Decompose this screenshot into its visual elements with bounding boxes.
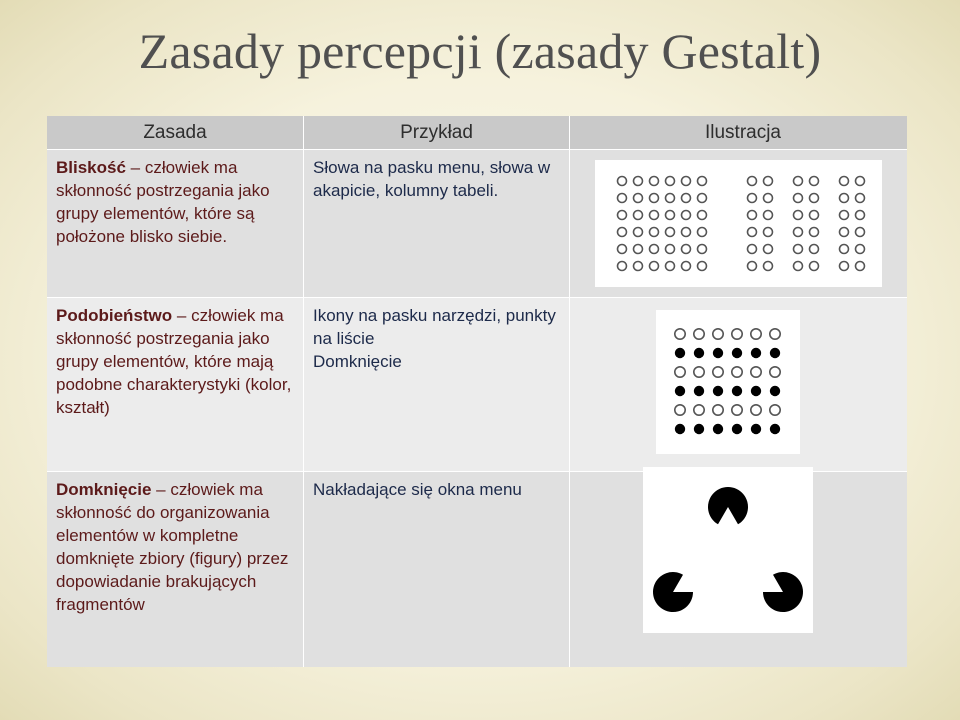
proximity-circle	[764, 211, 773, 220]
proximity-circle	[666, 177, 675, 186]
proximity-circles-illustration	[595, 160, 882, 287]
example-text: Nakładające się okna menu	[313, 480, 522, 499]
proximity-circle	[764, 262, 773, 271]
principle-definition: – człowiek ma skłonność postrzegania jako grupy elementów, które są położone blisko siebie.	[56, 158, 270, 246]
proximity-circle	[698, 228, 707, 237]
example-cell	[304, 150, 570, 298]
similarity-circle	[732, 405, 742, 415]
similarity-circle	[732, 348, 742, 358]
slide-title: Zasady percepcji (zasady Gestalt)	[138, 23, 822, 79]
proximity-circle	[650, 262, 659, 271]
similarity-circle	[751, 424, 761, 434]
example-extra-text: Domknięcie	[313, 352, 402, 371]
illustration-cell	[570, 298, 907, 472]
kanizsa-triangle-illustration	[643, 467, 813, 633]
proximity-circle	[698, 262, 707, 271]
proximity-circle	[810, 245, 819, 254]
proximity-circle	[618, 228, 627, 237]
proximity-circle	[810, 194, 819, 203]
similarity-circle	[751, 386, 761, 396]
proximity-circle	[794, 245, 803, 254]
similarity-circle	[770, 329, 780, 339]
proximity-circle	[810, 177, 819, 186]
proximity-circle	[748, 211, 757, 220]
similarity-circle	[713, 424, 723, 434]
similarity-circle	[713, 329, 723, 339]
example-text: Słowa na pasku menu, słowa w akapicie, kolumny tabeli.	[313, 158, 551, 200]
table-header-row	[47, 116, 907, 149]
similarity-circle	[732, 424, 742, 434]
example-cell	[304, 298, 570, 472]
similarity-circle	[675, 367, 685, 377]
similarity-circle	[694, 405, 704, 415]
proximity-circle	[634, 211, 643, 220]
similarity-circle	[770, 424, 780, 434]
proximity-circle	[698, 177, 707, 186]
proximity-circle	[666, 194, 675, 203]
illustration-cell	[570, 472, 907, 667]
proximity-circle	[682, 228, 691, 237]
proximity-circle	[840, 177, 849, 186]
similarity-circle	[713, 405, 723, 415]
example-text: Ikony na pasku narzędzi, punkty na liście	[313, 306, 556, 348]
header-przyklad: Przykład	[304, 116, 570, 149]
proximity-circle	[698, 194, 707, 203]
proximity-circle	[634, 194, 643, 203]
similarity-circle	[675, 348, 685, 358]
similarity-circle	[770, 348, 780, 358]
kanizsa-right-pacman	[763, 572, 803, 612]
similarity-circle	[675, 424, 685, 434]
proximity-circle	[650, 245, 659, 254]
similarity-circle	[770, 367, 780, 377]
proximity-circle	[810, 262, 819, 271]
proximity-circle	[682, 211, 691, 220]
proximity-circle	[618, 262, 627, 271]
proximity-circle	[794, 194, 803, 203]
proximity-circle	[764, 177, 773, 186]
proximity-circle	[810, 211, 819, 220]
similarity-circle	[751, 367, 761, 377]
proximity-circle	[666, 262, 675, 271]
proximity-circle	[618, 194, 627, 203]
proximity-circle	[618, 245, 627, 254]
similarity-circle	[751, 348, 761, 358]
proximity-circle	[748, 194, 757, 203]
proximity-circle	[810, 228, 819, 237]
proximity-circle	[748, 245, 757, 254]
proximity-circle	[764, 228, 773, 237]
similarity-circle	[751, 329, 761, 339]
proximity-circle	[856, 262, 865, 271]
kanizsa-left-pacman	[653, 572, 693, 612]
proximity-circle	[764, 194, 773, 203]
similarity-circle	[694, 348, 704, 358]
header-zasada: Zasada	[47, 116, 304, 149]
similarity-circle	[732, 329, 742, 339]
similarity-circle	[732, 367, 742, 377]
proximity-circle	[618, 177, 627, 186]
proximity-circle	[682, 177, 691, 186]
proximity-circle	[650, 177, 659, 186]
proximity-circle	[682, 194, 691, 203]
similarity-circle	[713, 367, 723, 377]
principle-term: Domknięcie	[56, 480, 152, 499]
similarity-circle	[713, 386, 723, 396]
similarity-circle	[694, 386, 704, 396]
similarity-circle	[732, 386, 742, 396]
gestalt-table	[47, 116, 907, 666]
illustration-cell	[570, 150, 907, 298]
proximity-circle	[634, 245, 643, 254]
proximity-circle	[856, 228, 865, 237]
proximity-circle	[764, 245, 773, 254]
proximity-circle	[698, 211, 707, 220]
kanizsa-triangle-graphic	[643, 467, 813, 633]
proximity-circle	[856, 177, 865, 186]
proximity-circles-graphic	[595, 160, 882, 287]
proximity-circle	[794, 211, 803, 220]
proximity-circle	[650, 228, 659, 237]
kanizsa-top-pacman	[708, 487, 748, 524]
proximity-circle	[666, 245, 675, 254]
proximity-circle	[794, 228, 803, 237]
similarity-circle	[675, 405, 685, 415]
proximity-circle	[748, 177, 757, 186]
principle-cell	[47, 298, 304, 472]
proximity-circle	[698, 245, 707, 254]
similarity-circle	[694, 367, 704, 377]
table-row	[47, 297, 907, 472]
proximity-circle	[618, 211, 627, 220]
proximity-circle	[856, 194, 865, 203]
similarity-dots-graphic	[656, 310, 800, 454]
similarity-circle	[713, 348, 723, 358]
similarity-circle	[694, 424, 704, 434]
principle-cell	[47, 472, 304, 667]
proximity-circle	[856, 245, 865, 254]
proximity-circle	[666, 211, 675, 220]
proximity-circle	[650, 194, 659, 203]
similarity-circle	[675, 386, 685, 396]
similarity-circle	[770, 386, 780, 396]
proximity-circle	[840, 228, 849, 237]
principle-cell	[47, 150, 304, 298]
proximity-circle	[840, 211, 849, 220]
table-row	[47, 149, 907, 298]
proximity-circle	[794, 177, 803, 186]
proximity-circle	[856, 211, 865, 220]
proximity-circle	[650, 211, 659, 220]
header-ilustracja: Ilustracja	[704, 122, 781, 143]
similarity-circle	[694, 329, 704, 339]
proximity-circle	[748, 262, 757, 271]
similarity-dots-illustration	[656, 310, 800, 454]
proximity-circle	[682, 245, 691, 254]
proximity-circle	[840, 245, 849, 254]
proximity-circle	[840, 262, 849, 271]
principle-definition: – człowiek ma skłonność do organizowania elementów w kompletne domknięte zbiory (figury) przez dopowiadanie brakujących fragmentów	[56, 480, 289, 614]
proximity-circle	[666, 228, 675, 237]
principle-term: Podobieństwo	[56, 306, 173, 325]
proximity-circle	[634, 177, 643, 186]
principle-definition: – człowiek ma skłonność postrzegania jako grupy elementów, które mają podobne charakterystyki (kolor, kształt)	[56, 306, 292, 417]
similarity-circle	[751, 405, 761, 415]
proximity-circle	[634, 262, 643, 271]
proximity-circle	[682, 262, 691, 271]
proximity-circle	[748, 228, 757, 237]
example-cell	[304, 472, 570, 667]
similarity-circle	[770, 405, 780, 415]
similarity-circle	[675, 329, 685, 339]
table-row	[47, 471, 907, 667]
principle-term: Bliskość	[56, 158, 126, 177]
proximity-circle	[794, 262, 803, 271]
proximity-circle	[634, 228, 643, 237]
proximity-circle	[840, 194, 849, 203]
